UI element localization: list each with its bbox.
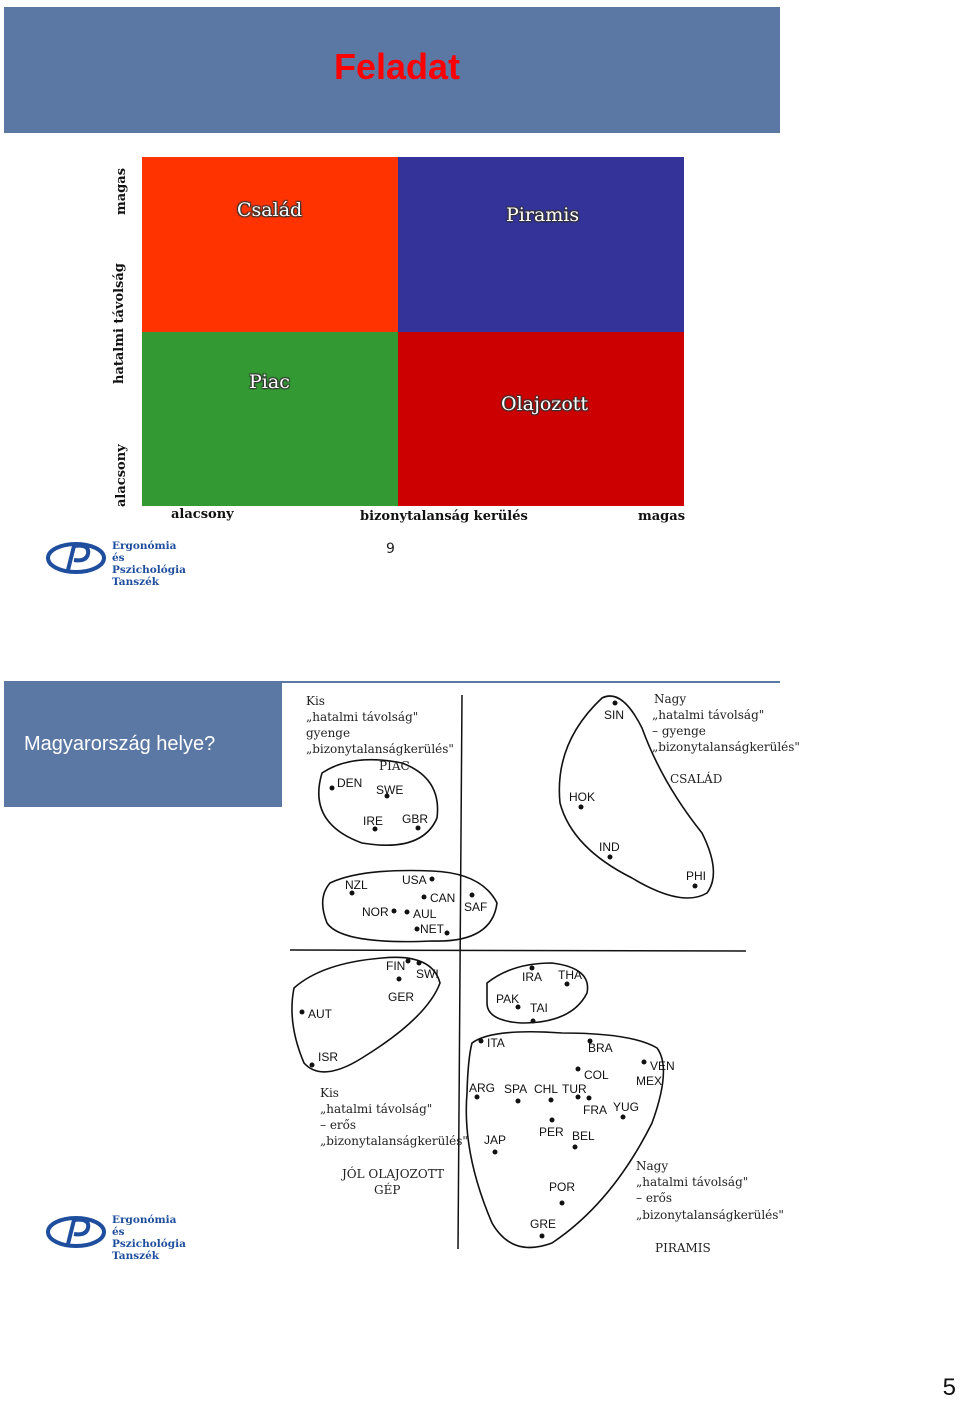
country-label: SPA bbox=[504, 1082, 528, 1096]
svg-text:„hatalmi távolság": „hatalmi távolság" bbox=[636, 1175, 749, 1189]
svg-text:„bizonytalanságkerülés": „bizonytalanságkerülés" bbox=[306, 742, 454, 756]
country-label: POR bbox=[549, 1180, 576, 1194]
quadrant-top-right bbox=[398, 157, 684, 332]
country-label: VEN bbox=[650, 1059, 675, 1073]
country-label: GER bbox=[388, 990, 415, 1004]
svg-text:Kis: Kis bbox=[320, 1086, 339, 1100]
document-page-number: 5 bbox=[942, 1374, 956, 1401]
svg-text:gyenge: gyenge bbox=[306, 726, 351, 740]
country-label: GBR bbox=[402, 812, 429, 826]
y-axis-high-label: magas bbox=[114, 167, 129, 215]
svg-text:Nagy: Nagy bbox=[636, 1159, 669, 1173]
country-label: BEL bbox=[572, 1129, 595, 1143]
country-label: PAK bbox=[496, 992, 520, 1006]
vertical-axis bbox=[458, 695, 462, 1249]
country-label: AUL bbox=[413, 907, 437, 921]
country-label: IND bbox=[599, 840, 620, 854]
label-olajozott: Olajozott bbox=[501, 393, 589, 415]
logo-emblem-icon bbox=[46, 540, 108, 576]
slide-title: Feladat bbox=[333, 46, 461, 87]
country-label: ISR bbox=[318, 1050, 339, 1064]
country-label: FRA bbox=[583, 1103, 607, 1117]
country-label: PHI bbox=[686, 869, 707, 883]
country-label: MEX bbox=[636, 1074, 663, 1088]
country-label: GRE bbox=[530, 1217, 557, 1231]
quadrant-description-bl bbox=[320, 1086, 468, 1197]
country-label: JAP bbox=[484, 1133, 507, 1147]
country-label: SAF bbox=[464, 900, 488, 914]
logo-emblem-icon bbox=[46, 1214, 108, 1250]
country-label: SWE bbox=[376, 783, 404, 797]
label-piramis: Piramis bbox=[506, 204, 580, 226]
svg-text:– erős: – erős bbox=[636, 1191, 673, 1205]
svg-text:PIAC: PIAC bbox=[379, 759, 410, 773]
quadrant-description-tr bbox=[652, 692, 800, 786]
country-label: IRE bbox=[363, 814, 384, 828]
logo-text: Ergonómia és Pszichológia Tanszék bbox=[112, 540, 186, 588]
svg-text:„bizonytalanságkerülés": „bizonytalanságkerülés" bbox=[652, 740, 800, 754]
country-label: TAI bbox=[530, 1001, 548, 1015]
horizontal-axis bbox=[290, 950, 746, 951]
country-label: THA bbox=[558, 968, 582, 982]
label-csalad: Család bbox=[237, 199, 303, 221]
svg-text:„bizonytalanságkerülés": „bizonytalanságkerülés" bbox=[636, 1208, 784, 1222]
svg-text:– gyenge: – gyenge bbox=[652, 724, 706, 738]
country-label: YUG bbox=[613, 1100, 640, 1114]
y-axis-low-label: alacsony bbox=[114, 444, 129, 507]
country-label: COL bbox=[584, 1068, 609, 1082]
country-label: ARG bbox=[469, 1081, 496, 1095]
svg-text:– erős: – erős bbox=[320, 1118, 357, 1132]
country-labels bbox=[308, 708, 706, 1231]
page-number: 9 bbox=[386, 541, 395, 557]
country-label: AUT bbox=[308, 1007, 332, 1021]
svg-text:Kis: Kis bbox=[306, 694, 325, 708]
country-label: NZL bbox=[345, 878, 368, 892]
svg-text:„hatalmi távolság": „hatalmi távolság" bbox=[320, 1102, 433, 1116]
svg-text:JÓL OLAJOZOTT: JÓL OLAJOZOTT bbox=[342, 1167, 444, 1181]
country-label: USA bbox=[402, 873, 427, 887]
quadrant-top-left bbox=[142, 157, 398, 332]
quadrant-description-br bbox=[636, 1159, 784, 1255]
country-label: FIN bbox=[386, 959, 406, 973]
slide2-question: Magyarország helye? bbox=[24, 733, 216, 755]
quadrant-bottom-right bbox=[398, 332, 684, 506]
y-axis-name: hatalmi távolság bbox=[112, 263, 127, 384]
country-label: NET bbox=[420, 922, 444, 936]
quadrant-description-tl bbox=[306, 694, 454, 773]
label-piac: Piac bbox=[249, 371, 290, 393]
country-label: CHL bbox=[534, 1082, 559, 1096]
country-label: TUR bbox=[562, 1082, 587, 1096]
country-label: ITA bbox=[487, 1036, 505, 1050]
country-label: SWI bbox=[416, 967, 439, 981]
svg-text:CSALÁD: CSALÁD bbox=[670, 772, 723, 786]
department-logo bbox=[46, 540, 186, 588]
country-label: SIN bbox=[604, 708, 625, 722]
country-label: DEN bbox=[337, 776, 363, 790]
country-label: CAN bbox=[430, 891, 456, 905]
svg-text:„bizonytalanságkerülés": „bizonytalanságkerülés" bbox=[320, 1134, 468, 1148]
department-logo-2 bbox=[46, 1214, 186, 1262]
country-label: BRA bbox=[588, 1041, 613, 1055]
culture-map bbox=[282, 683, 800, 1263]
x-axis-low-label: alacsony bbox=[171, 507, 234, 522]
country-label: IRA bbox=[522, 970, 543, 984]
svg-text:GÉP: GÉP bbox=[374, 1183, 401, 1197]
svg-text:„hatalmi távolság": „hatalmi távolság" bbox=[652, 708, 765, 722]
svg-text:Nagy: Nagy bbox=[654, 692, 687, 706]
logo-text: Ergonómia és Pszichológia Tanszék bbox=[112, 1214, 186, 1262]
country-label: PER bbox=[539, 1125, 564, 1139]
x-axis-high-label: magas bbox=[638, 509, 686, 524]
country-label: NOR bbox=[362, 905, 389, 919]
svg-text:PIRAMIS: PIRAMIS bbox=[655, 1241, 711, 1255]
quadrant-bottom-left bbox=[142, 332, 398, 506]
x-axis-name: bizonytalanság kerülés bbox=[360, 509, 528, 524]
svg-text:„hatalmi távolság": „hatalmi távolság" bbox=[306, 710, 419, 724]
country-label: HOK bbox=[569, 790, 596, 804]
